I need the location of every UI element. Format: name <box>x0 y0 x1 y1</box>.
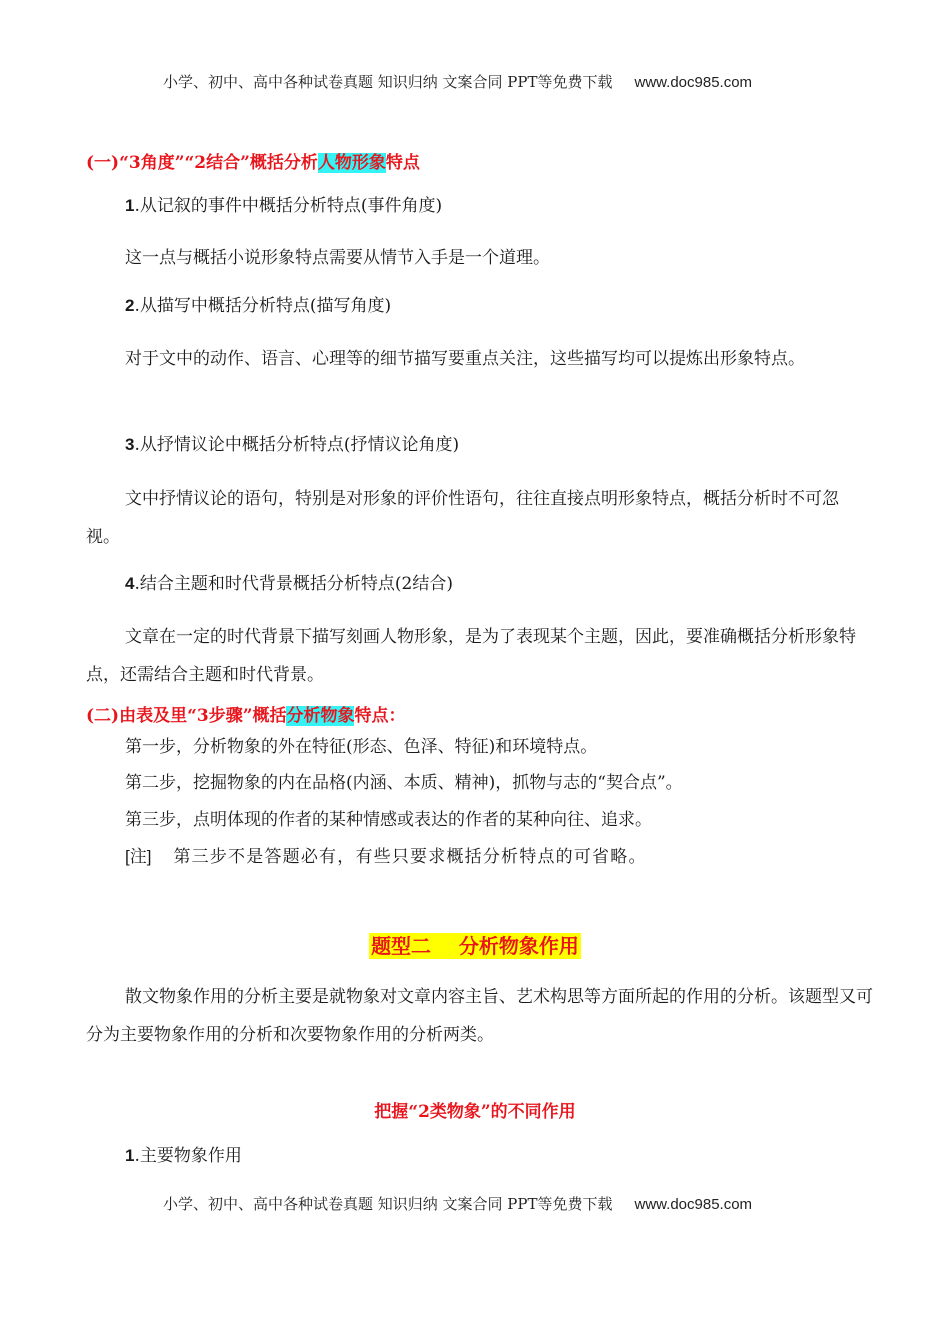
item-1-number: 1 <box>125 196 135 215</box>
step-3: 第三步，点明体现的作者的某种情感或表达的作者的某种向往、追求。 <box>125 810 652 830</box>
header-text: 小学、初中、高中各种试卷真题 知识归纳 文案合同 PPT等免费下载 <box>163 73 613 91</box>
note-body: 第三步不是答题必有，有些只要求概括分析特点的可省略。 <box>173 847 647 867</box>
section3-item-1 <box>125 1147 242 1165</box>
step-1: 第一步，分析物象的外在特征(形态、色泽、特征)和环境特点。 <box>125 737 598 757</box>
item-1-body: 这一点与概括小说形象特点需要从情节入手是一个道理。 <box>125 248 550 268</box>
item-4-body: 文章在一定的时代背景下描写刻画人物形象，是为了表现某个主题，因此，要准确概括分析形象特点，还需结合主题和时代背景。 <box>86 627 856 685</box>
section2-heading-pre: (二)由表及里“3步骤”概括 <box>86 706 287 726</box>
section3-subheading: 把握“2类物象”的不同作用 <box>374 1102 576 1122</box>
note <box>125 848 647 866</box>
item-2-title-text: .从描写中概括分析特点(描写角度) <box>134 296 392 316</box>
item-1-title <box>125 197 442 215</box>
page-footer <box>163 1193 752 1214</box>
section2-heading-highlight: 分析物象 <box>286 706 355 726</box>
section3-title-wrap <box>0 930 950 959</box>
step-2: 第二步，挖掘物象的内在品格(内涵、本质、精神)，抓物与志的“契合点”。 <box>125 773 683 793</box>
header-site: www.doc985.com <box>634 74 753 91</box>
section2-heading-post: 特点： <box>354 706 406 726</box>
section1-heading-post: 特点 <box>385 153 420 173</box>
item-3-body: 文中抒情议论的语句，特别是对形象的评价性语句，往往直接点明形象特点，概括分析时不可忽视。 <box>86 489 839 547</box>
item-3-title <box>125 436 459 454</box>
section3-item-1-title: .主要物象作用 <box>134 1146 242 1166</box>
item-4-title-text: .结合主题和时代背景概括分析特点(2结合) <box>134 574 453 594</box>
item-1-title-text: .从记叙的事件中概括分析特点(事件角度) <box>134 196 443 216</box>
section3-title: 题型二 分析物象作用 <box>371 934 579 958</box>
page-header <box>163 71 752 92</box>
footer-text: 小学、初中、高中各种试卷真题 知识归纳 文案合同 PPT等免费下载 <box>163 1195 613 1213</box>
section1-heading-pre: (一)“3角度”“2结合”概括分析 <box>86 153 318 173</box>
item-3-title-text: .从抒情议论中概括分析特点(抒情议论角度) <box>134 435 460 455</box>
item-4-title <box>125 575 453 593</box>
footer-site: www.doc985.com <box>634 1196 753 1213</box>
section1-heading <box>86 148 420 173</box>
item-4-number: 4 <box>125 574 135 593</box>
section3-item-1-number: 1 <box>125 1146 135 1165</box>
item-2-title <box>125 297 391 315</box>
section2-heading <box>86 701 405 726</box>
item-2-body: 对于文中的动作、语言、心理等的细节描写要重点关注，这些描写均可以提炼出形象特点。 <box>125 349 805 369</box>
note-label: [注] <box>125 847 152 866</box>
section1-heading-highlight: 人物形象 <box>317 153 386 173</box>
section3-intro: 散文物象作用的分析主要是就物象对文章内容主旨、艺术构思等方面所起的作用的分析。该题型又可分为主要物象作用的分析和次要物象作用的分析两类。 <box>86 987 873 1045</box>
item-2-number: 2 <box>125 296 135 315</box>
item-3-number: 3 <box>125 435 135 454</box>
